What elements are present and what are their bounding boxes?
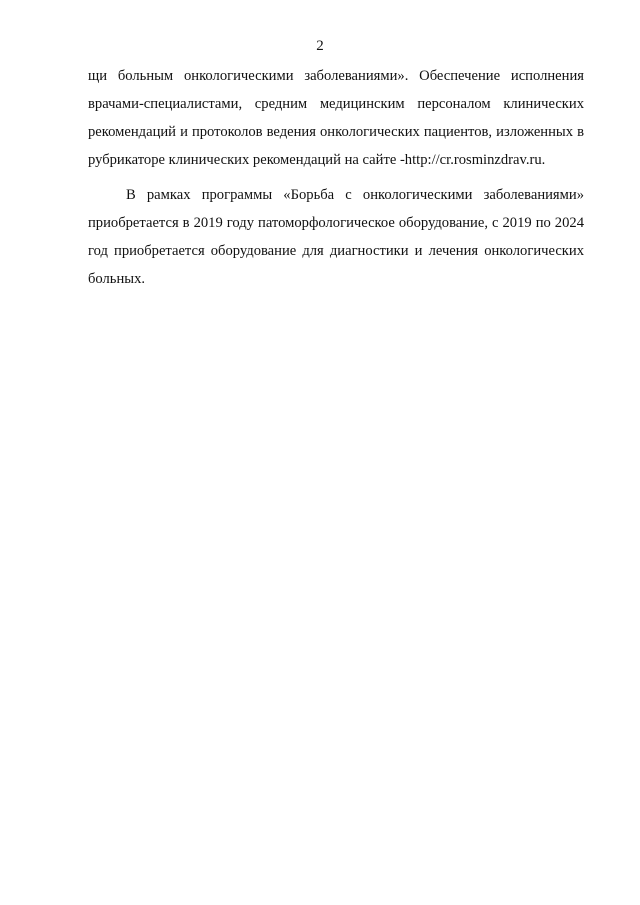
page-number: 2 xyxy=(316,38,324,54)
paragraph-1: щи больным онкологическими заболеваниями». Обеспечение исполнения врачами-специалистами, средним медицинским персоналом клинических рекомендаций и протоколов ведения онкологических пациентов, изложенных в рубрикаторе клинических рекомендаций на сайте -http://cr.rosminzdrav.ru. xyxy=(88,68,584,168)
document-body xyxy=(88,62,584,300)
paragraph-2: В рамках программы «Борьба с онкологическими заболеваниями» приобретается в 2019 году патоморфологическое оборудование, с 2019 по 2024 год приобретается оборудование для диагностики и лечения онкологических больных. xyxy=(88,187,584,287)
